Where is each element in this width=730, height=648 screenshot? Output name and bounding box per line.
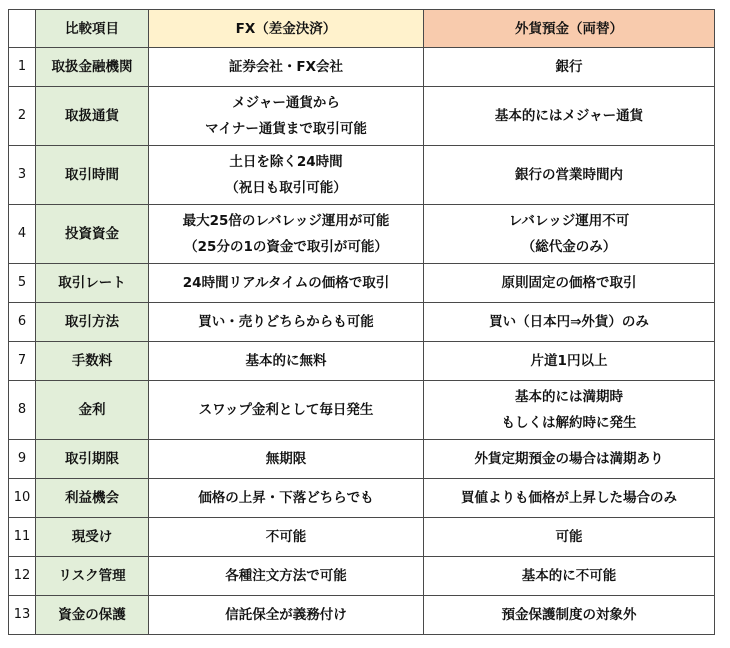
fx-value-line: （祝日も取引可能）: [225, 180, 347, 196]
fx-value-line: 信託保全が義務付け: [225, 607, 347, 623]
header-item: 比較項目: [36, 10, 149, 48]
row-item-label: 取扱金融機関: [36, 48, 149, 87]
row-fx-value: [149, 381, 424, 440]
fx-value-line: 基本的に無料: [245, 353, 327, 369]
row-fx-value: [149, 303, 424, 342]
row-number: 6: [9, 303, 36, 342]
row-deposit-value: [424, 146, 715, 205]
comparison-table: [8, 9, 715, 635]
row-deposit-value: [424, 479, 715, 518]
fx-value-line: メジャー通貨から: [232, 95, 340, 111]
header-row: [9, 10, 715, 48]
row-item-label: 取引時間: [36, 146, 149, 205]
row-fx-value: [149, 440, 424, 479]
fx-value-line: （25分の1の資金で取引が可能）: [184, 239, 388, 255]
deposit-value-line: 買い（日本円⇒外貨）のみ: [489, 314, 649, 330]
row-number: 9: [9, 440, 36, 479]
fx-value-line: 買い・売りどちらからも可能: [198, 314, 374, 330]
row-number: 13: [9, 596, 36, 635]
row-number: 12: [9, 557, 36, 596]
row-deposit-value: [424, 557, 715, 596]
table-row: [9, 479, 715, 518]
table-row: [9, 205, 715, 264]
row-deposit-value: [424, 87, 715, 146]
fx-value-line: 価格の上昇・下落どちらでも: [198, 490, 374, 506]
row-number: 7: [9, 342, 36, 381]
header-no: [9, 10, 36, 48]
row-deposit-value: [424, 303, 715, 342]
fx-value-line: 無期限: [265, 451, 307, 467]
row-item-label: 取引期限: [36, 440, 149, 479]
deposit-value-line: もしくは解約時に発生: [501, 415, 637, 431]
row-deposit-value: [424, 518, 715, 557]
table-body: [9, 48, 715, 635]
deposit-value-line: 基本的に不可能: [521, 568, 617, 584]
deposit-value-line: 基本的には満期時: [515, 389, 623, 405]
deposit-value-line: 銀行: [555, 59, 583, 75]
deposit-value-line: 預金保護制度の対象外: [501, 607, 637, 623]
row-deposit-value: [424, 440, 715, 479]
row-fx-value: [149, 596, 424, 635]
table-row: [9, 146, 715, 205]
row-fx-value: [149, 479, 424, 518]
row-number: 11: [9, 518, 36, 557]
table-row: [9, 264, 715, 303]
table-row: [9, 303, 715, 342]
row-item-label: リスク管理: [36, 557, 149, 596]
row-item-label: 手数料: [36, 342, 149, 381]
deposit-value-line: （総代金のみ）: [521, 239, 617, 255]
fx-value-line: 不可能: [265, 529, 307, 545]
row-fx-value: [149, 342, 424, 381]
row-item-label: 金利: [36, 381, 149, 440]
row-deposit-value: [424, 205, 715, 264]
fx-value-line: 土日を除く24時間: [229, 154, 343, 170]
table-row: [9, 381, 715, 440]
row-deposit-value: [424, 596, 715, 635]
table-row: [9, 518, 715, 557]
row-number: 3: [9, 146, 36, 205]
row-item-label: 取引方法: [36, 303, 149, 342]
fx-value-line: スワップ金利として毎日発生: [198, 402, 374, 418]
row-fx-value: [149, 264, 424, 303]
deposit-value-line: 銀行の営業時間内: [515, 167, 623, 183]
row-number: 8: [9, 381, 36, 440]
row-item-label: 取引レート: [36, 264, 149, 303]
row-deposit-value: [424, 342, 715, 381]
fx-value-line: 24時間リアルタイムの価格で取引: [182, 275, 390, 291]
fx-value-line: 最大25倍のレバレッジ運用が可能: [182, 213, 390, 229]
row-deposit-value: [424, 381, 715, 440]
deposit-value-line: 片道1円以上: [530, 353, 608, 369]
deposit-value-line: 外貨定期預金の場合は満期あり: [474, 451, 664, 467]
row-item-label: 現受け: [36, 518, 149, 557]
table-row: [9, 87, 715, 146]
header-fx: FX（差金決済）: [149, 10, 424, 48]
deposit-value-line: レバレッジ運用不可: [508, 213, 630, 229]
table-row: [9, 596, 715, 635]
fx-value-line: 各種注文方法で可能: [225, 568, 347, 584]
row-fx-value: [149, 87, 424, 146]
deposit-value-line: 買値よりも価格が上昇した場合のみ: [461, 490, 677, 506]
table-row: [9, 48, 715, 87]
fx-value-line: マイナー通貨まで取引可能: [205, 121, 367, 137]
row-number: 4: [9, 205, 36, 264]
deposit-value-line: 可能: [555, 529, 583, 545]
comparison-table-wrapper: [8, 9, 715, 635]
row-item-label: 取扱通貨: [36, 87, 149, 146]
row-fx-value: [149, 557, 424, 596]
row-number: 10: [9, 479, 36, 518]
deposit-value-line: 原則固定の価格で取引: [501, 275, 637, 291]
row-fx-value: [149, 205, 424, 264]
row-item-label: 利益機会: [36, 479, 149, 518]
deposit-value-line: 基本的にはメジャー通貨: [494, 108, 644, 124]
row-deposit-value: [424, 48, 715, 87]
row-number: 2: [9, 87, 36, 146]
row-item-label: 投資資金: [36, 205, 149, 264]
row-fx-value: [149, 48, 424, 87]
row-item-label: 資金の保護: [36, 596, 149, 635]
table-row: [9, 342, 715, 381]
table-row: [9, 557, 715, 596]
row-deposit-value: [424, 264, 715, 303]
row-number: 5: [9, 264, 36, 303]
fx-value-line: 証券会社・FX会社: [228, 59, 344, 75]
header-deposit: 外貨預金（両替）: [424, 10, 715, 48]
row-fx-value: [149, 146, 424, 205]
row-fx-value: [149, 518, 424, 557]
row-number: 1: [9, 48, 36, 87]
table-row: [9, 440, 715, 479]
